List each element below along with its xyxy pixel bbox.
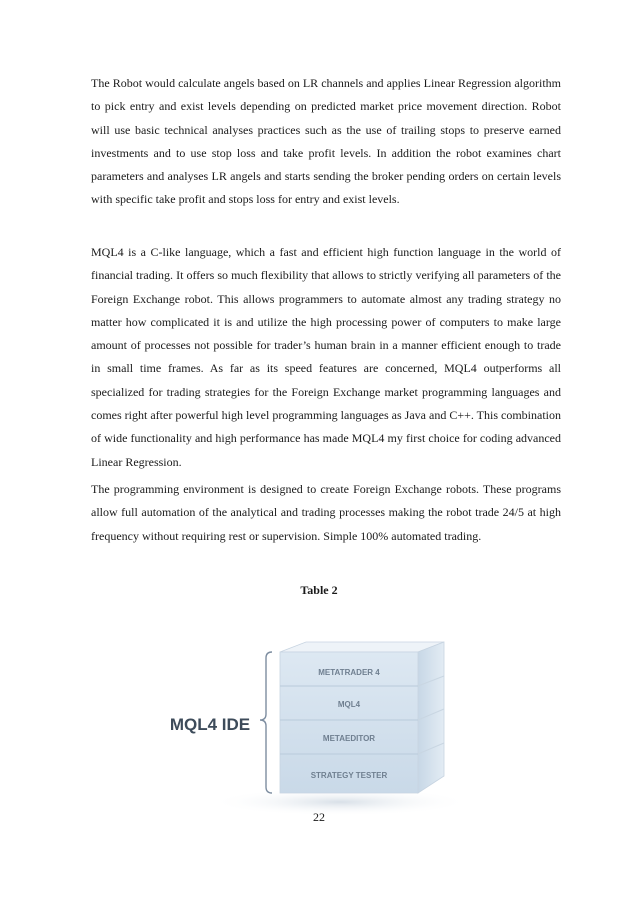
- table-caption: Table 2: [300, 583, 338, 597]
- layer-label-metaeditor: METAEDITOR: [322, 734, 376, 743]
- paragraph-programming-environment: The programming environment is designed to create Foreign Exchange robots. These programs allow full automation of the analytical and trading processes making the robot trade 24/5 at high frequency without requiring rest or supervision. Simple 100% automated trading.: [91, 482, 561, 543]
- layer-label-metatrader: METATRADER 4: [318, 668, 380, 677]
- layer-label-strategy-tester: STRATEGY TESTER: [310, 771, 388, 780]
- bracket-icon: [260, 652, 272, 793]
- cube-top-face: [280, 642, 444, 652]
- paragraph-robot-description: The Robot would calculate angels based on LR channels and applies Linear Regression algorithm to pick entry and exist levels depending on predicted market price movement direction. Robot will use basic technical analyses practices such as the use of trailing stops to preserve earned investments and to use stop loss and take profit levels. In addition the robot examines chart parameters and analyses LR angels and starts sending the broker pending orders on certain levels with specific take profit and stops loss for entry and exist levels.: [91, 76, 561, 207]
- mql4-ide-label: MQL4 IDE: [169, 715, 251, 734]
- paragraph-mql4-description: MQL4 is a C-like language, which a fast and efficient high function language in the world of financial trading. It offers so much flexibility that allows to strictly verifying all parameters of the Foreign Exchange robot. This allows programmers to automate almost any trading strategy no matter how complicated it is and utilize the high processing power of computers to make large amount of processes not possible for trader’s human brain in a manner efficient enough to trade in small time frames. As far as its speed features are concerned, MQL4 outperforms all specialized for trading strategies for the Foreign Exchange market programming languages and comes right after powerful high level programming languages as Java and C++. This combination of wide functionality and high performance has made MQL4 my first choice for coding advanced Linear Regression.: [91, 245, 561, 469]
- cube-side-face: [418, 642, 444, 793]
- page-number: 22: [313, 810, 325, 824]
- mql4-ide-diagram: [160, 640, 460, 820]
- layer-label-mql4: MQL4: [337, 700, 361, 709]
- mql4-ide-figure: [160, 640, 460, 820]
